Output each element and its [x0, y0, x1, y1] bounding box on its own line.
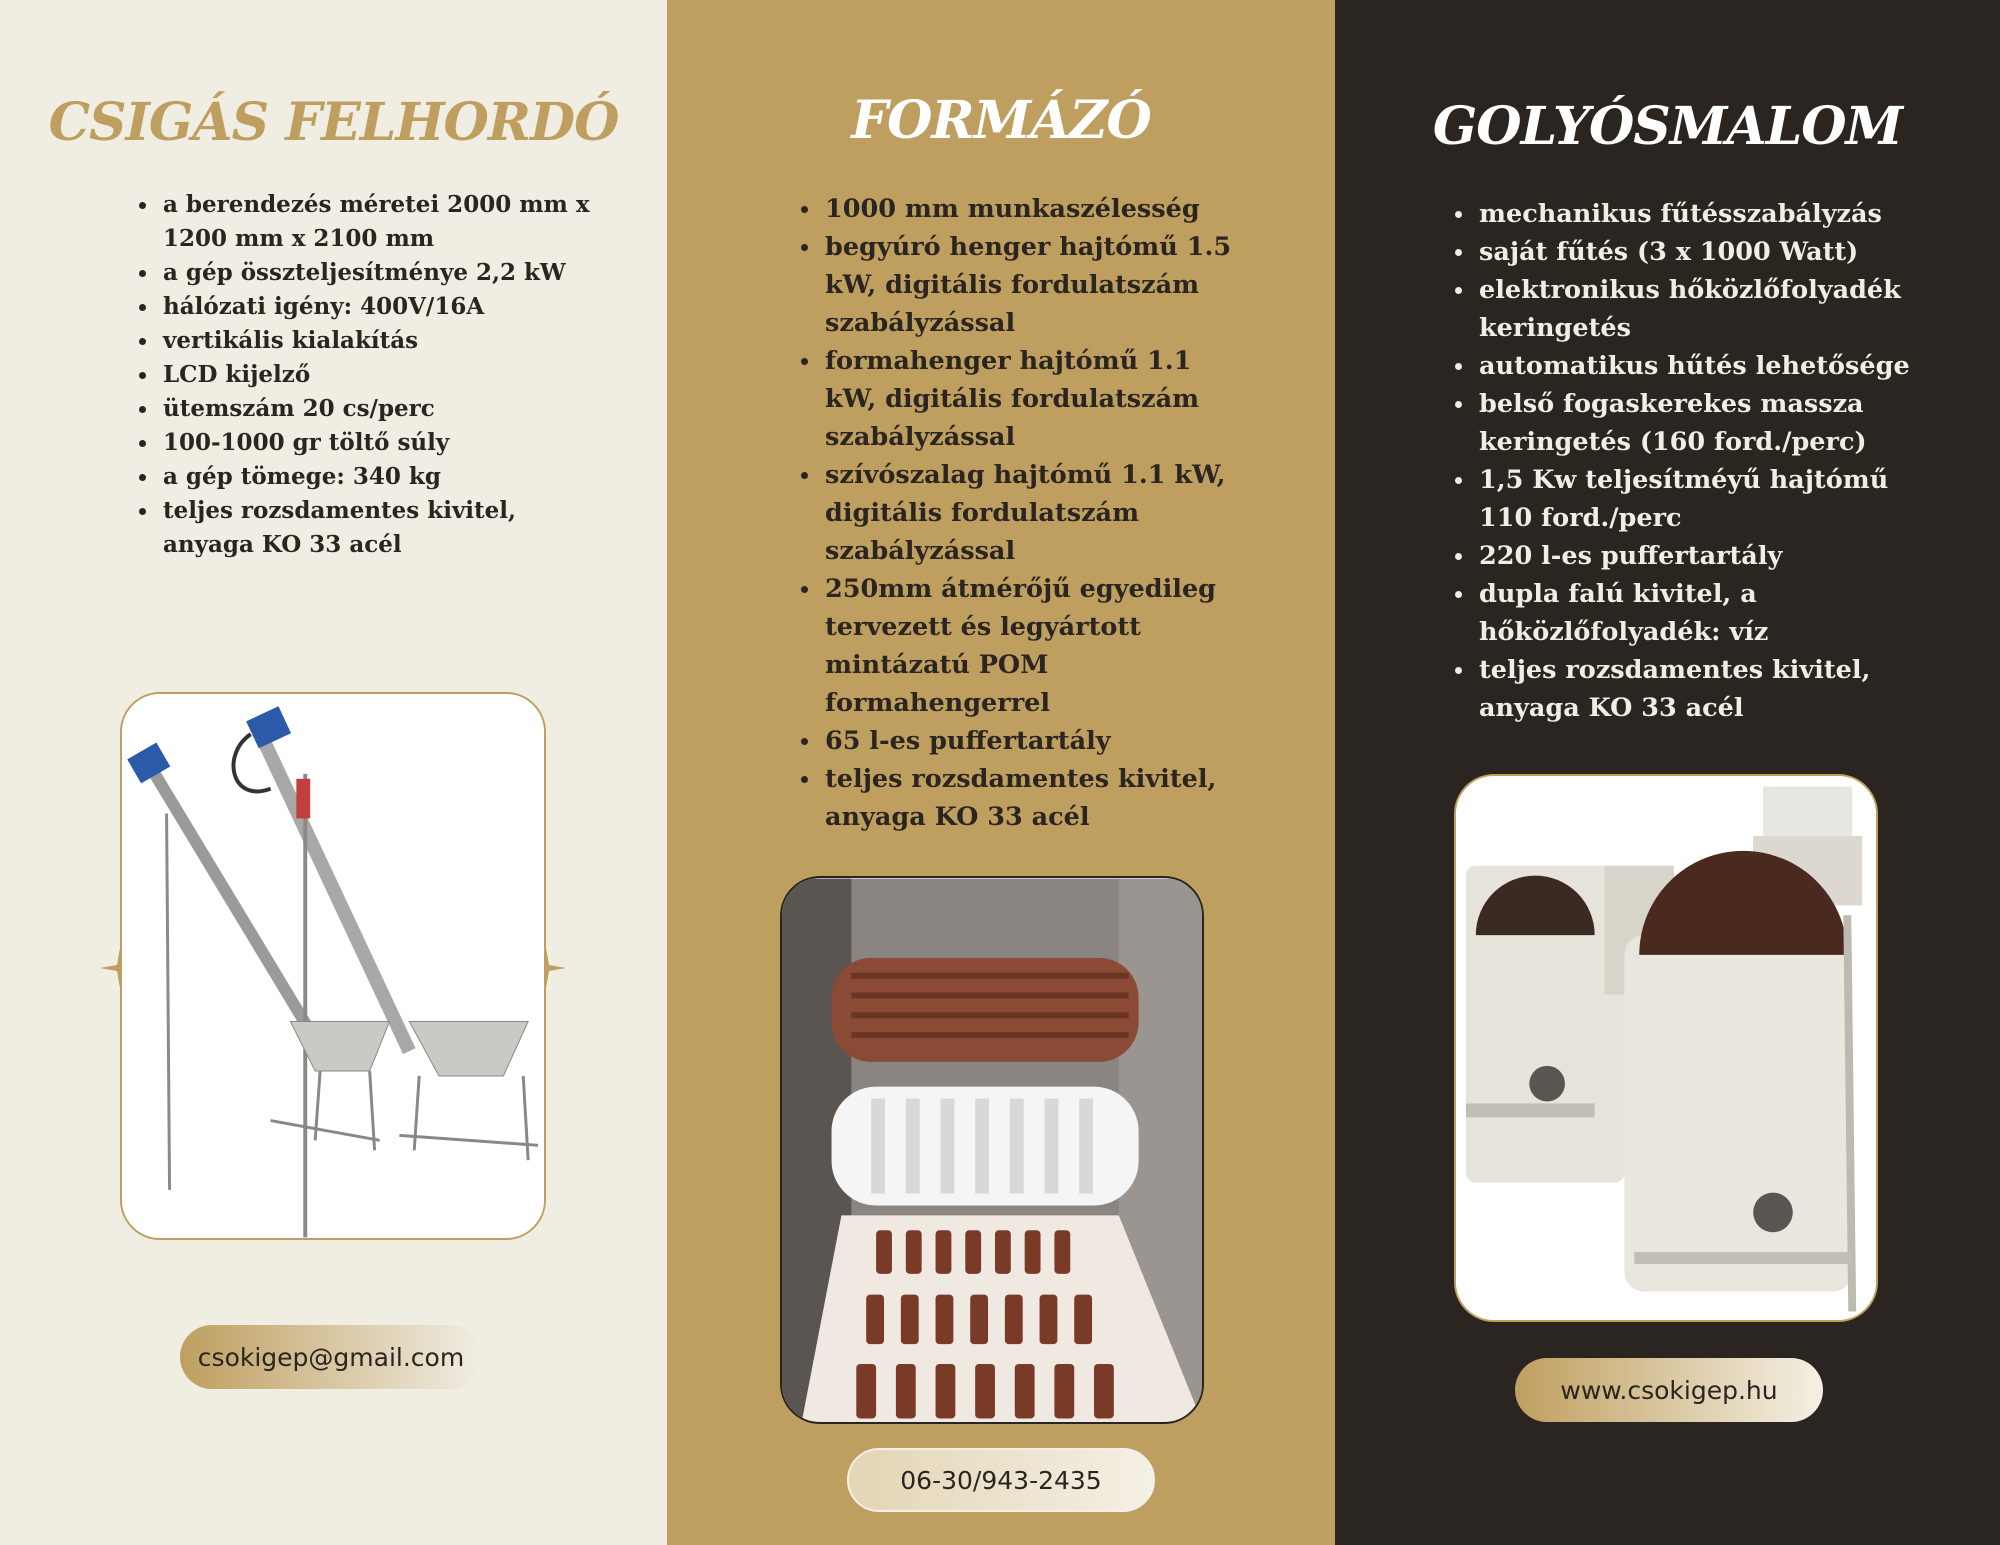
- spec-item: ütemszám 20 cs/perc: [135, 392, 595, 426]
- spec-item: vertikális kialakítás: [135, 324, 595, 358]
- spec-item: a berendezés méretei 2000 mm x 1200 mm x 2100 mm: [135, 188, 595, 256]
- spec-item: a gép tömege: 340 kg: [135, 460, 595, 494]
- spec-list: [135, 188, 595, 562]
- spec-item: szívószalag hajtómű 1.1 kW, digitális fordulatszám szabályzással: [797, 456, 1237, 570]
- spec-item: 65 l-es puffertartály: [797, 722, 1237, 760]
- panel-former: [667, 0, 1335, 1545]
- phone-contact[interactable]: 06-30/943-2435: [847, 1448, 1155, 1512]
- spec-item: LCD kijelző: [135, 358, 595, 392]
- panel-title: FORMÁZÓ: [851, 90, 1151, 151]
- panel-screw-conveyor: [0, 0, 667, 1545]
- spec-item: 220 l-es puffertartály: [1451, 537, 1911, 575]
- spec-item: teljes rozsdamentes kivitel, anyaga KO 33 acél: [797, 760, 1237, 836]
- panel-ball-mill: [1335, 0, 2000, 1545]
- spec-item: mechanikus fűtésszabályzás: [1451, 195, 1911, 233]
- spec-item: 1000 mm munkaszélesség: [797, 190, 1237, 228]
- spec-item: saját fűtés (3 x 1000 Watt): [1451, 233, 1911, 271]
- spec-item: 100-1000 gr töltő súly: [135, 426, 595, 460]
- spec-item: teljes rozsdamentes kivitel, anyaga KO 33 acél: [1451, 651, 1911, 727]
- spec-item: 250mm átmérőjű egyedileg tervezett és legyártott mintázatú POM formahengerrel: [797, 570, 1237, 722]
- spec-item: begyúró henger hajtómű 1.5 kW, digitális fordulatszám szabályzással: [797, 228, 1237, 342]
- spec-item: formahenger hajtómű 1.1 kW, digitális fordulatszám szabályzással: [797, 342, 1237, 456]
- spec-item: teljes rozsdamentes kivitel, anyaga KO 33 acél: [135, 494, 595, 562]
- spec-item: elektronikus hőközlőfolyadék keringetés: [1451, 271, 1911, 347]
- spec-item: automatikus hűtés lehetősége: [1451, 347, 1911, 385]
- spec-list: [1451, 195, 1911, 727]
- email-contact[interactable]: csokigep@gmail.com: [180, 1325, 482, 1389]
- spec-list: [797, 190, 1237, 836]
- panel-title: CSIGÁS FELHORDÓ: [48, 92, 619, 153]
- spec-item: 1,5 Kw teljesítméyű hajtómű 110 ford./perc: [1451, 461, 1911, 537]
- website-contact[interactable]: www.csokigep.hu: [1515, 1358, 1823, 1422]
- spec-item: belső fogaskerekes massza keringetés (160 ford./perc): [1451, 385, 1911, 461]
- panel-title: GOLYÓSMALOM: [1432, 96, 1903, 157]
- spec-item: a gép összteljesítménye 2,2 kW: [135, 256, 595, 290]
- screw-conveyor-photo: [120, 692, 546, 1240]
- ball-mill-photo: [1454, 774, 1878, 1322]
- spec-item: dupla falú kivitel, a hőközlőfolyadék: víz: [1451, 575, 1911, 651]
- spec-item: hálózati igény: 400V/16A: [135, 290, 595, 324]
- former-machine-photo: [780, 876, 1204, 1424]
